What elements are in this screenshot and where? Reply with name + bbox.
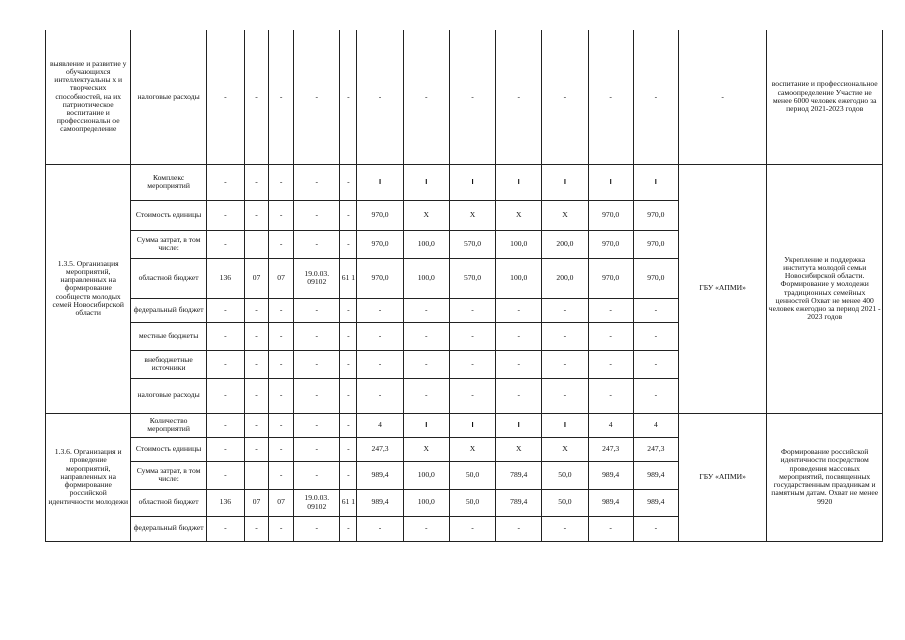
value-cell: 100,0	[403, 230, 449, 258]
value-cell: -	[496, 322, 542, 350]
value-cell: -	[542, 322, 588, 350]
expected-result: воспитание и профессиональное самоопределение Участие не менее 6000 человек ежегодно за период 2021-2023 годов	[767, 30, 883, 164]
value-cell: -	[206, 322, 244, 350]
value-cell: -	[294, 437, 340, 461]
value-cell: 50,0	[542, 489, 588, 516]
value-cell: -	[403, 516, 449, 541]
value-cell: -	[269, 413, 294, 437]
program-table	[45, 30, 883, 542]
value-cell: 247,3	[588, 437, 633, 461]
expense-type: Сумма затрат, в том числе:	[131, 230, 206, 258]
value-cell: 789,4	[496, 461, 542, 489]
value-cell	[244, 230, 268, 258]
value-cell: 989,4	[633, 461, 678, 489]
value-cell: 61 1	[340, 258, 357, 298]
value-cell: -	[496, 30, 542, 164]
value-cell: -	[588, 298, 633, 322]
expense-type: областной бюджет	[131, 489, 206, 516]
expense-type: федеральный бюджет	[131, 516, 206, 541]
value-cell: 989,4	[633, 489, 678, 516]
task-description: 1.3.6. Организация и проведение мероприятий, направленных на формирование российской идентичности молодежи	[46, 413, 131, 541]
value-cell: 07	[269, 258, 294, 298]
value-cell: I	[449, 413, 495, 437]
value-cell: -	[340, 461, 357, 489]
value-cell: -	[269, 30, 294, 164]
value-cell: -	[269, 230, 294, 258]
value-cell: 100,0	[496, 230, 542, 258]
value-cell: I	[633, 164, 678, 200]
table-row	[46, 164, 883, 200]
value-cell: 989,4	[357, 489, 403, 516]
value-cell: -	[206, 230, 244, 258]
value-cell: 19.0.03. 09102	[294, 258, 340, 298]
value-cell: -	[357, 516, 403, 541]
value-cell: -	[633, 378, 678, 413]
value-cell: -	[340, 298, 357, 322]
value-cell: 989,4	[588, 489, 633, 516]
value-cell: I	[588, 164, 633, 200]
value-cell: -	[449, 30, 495, 164]
value-cell: -	[294, 461, 340, 489]
expense-type: Стоимость единицы	[131, 437, 206, 461]
expense-type: Стоимость единицы	[131, 200, 206, 230]
value-cell: -	[269, 516, 294, 541]
value-cell: -	[340, 413, 357, 437]
value-cell: X	[542, 200, 588, 230]
value-cell: X	[449, 200, 495, 230]
value-cell: -	[340, 164, 357, 200]
expense-type: областной бюджет	[131, 258, 206, 298]
value-cell: 4	[588, 413, 633, 437]
value-cell: I	[496, 413, 542, 437]
value-cell: -	[542, 30, 588, 164]
value-cell: 970,0	[357, 258, 403, 298]
value-cell: 970,0	[588, 258, 633, 298]
value-cell: 07	[244, 489, 268, 516]
value-cell: -	[633, 350, 678, 378]
value-cell: -	[269, 298, 294, 322]
value-cell: -	[206, 30, 244, 164]
expected-result: Укрепление и поддержка института молодой семьи Новосибирской области. Формирование у молодежи традиционных семейных ценностей Охват не менее 400 человек ежегодно за период 2021 - 2023 годов	[767, 164, 883, 413]
value-cell: 789,4	[496, 489, 542, 516]
value-cell: 100,0	[403, 461, 449, 489]
value-cell: -	[269, 437, 294, 461]
value-cell: -	[269, 378, 294, 413]
value-cell: 247,3	[633, 437, 678, 461]
value-cell: -	[294, 350, 340, 378]
value-cell: X	[496, 437, 542, 461]
value-cell: -	[340, 516, 357, 541]
value-cell: -	[294, 516, 340, 541]
expense-type: налоговые расходы	[131, 30, 206, 164]
value-cell: -	[244, 322, 268, 350]
value-cell: -	[206, 461, 244, 489]
value-cell: 970,0	[357, 230, 403, 258]
value-cell: -	[294, 164, 340, 200]
value-cell: -	[244, 30, 268, 164]
value-cell: -	[269, 461, 294, 489]
value-cell: 200,0	[542, 258, 588, 298]
value-cell: 19.0.03. 09102	[294, 489, 340, 516]
value-cell: -	[206, 200, 244, 230]
value-cell: -	[542, 516, 588, 541]
value-cell: I	[449, 164, 495, 200]
value-cell: I	[357, 164, 403, 200]
value-cell: -	[206, 350, 244, 378]
value-cell: -	[449, 322, 495, 350]
value-cell	[244, 461, 268, 489]
executor: ГБУ «АПМИ»	[678, 164, 766, 413]
expense-type: местные бюджеты	[131, 322, 206, 350]
value-cell: -	[206, 413, 244, 437]
value-cell: -	[294, 378, 340, 413]
value-cell: -	[357, 298, 403, 322]
value-cell: -	[340, 30, 357, 164]
value-cell: X	[496, 200, 542, 230]
value-cell: 570,0	[449, 230, 495, 258]
value-cell: -	[403, 350, 449, 378]
value-cell: -	[357, 30, 403, 164]
value-cell: -	[542, 298, 588, 322]
value-cell: -	[269, 350, 294, 378]
value-cell: -	[340, 350, 357, 378]
value-cell: -	[340, 322, 357, 350]
value-cell: 970,0	[357, 200, 403, 230]
table-row	[46, 413, 883, 437]
value-cell: 4	[357, 413, 403, 437]
value-cell: -	[340, 437, 357, 461]
value-cell: -	[496, 516, 542, 541]
expense-type: внебюджетные источники	[131, 350, 206, 378]
value-cell: -	[403, 322, 449, 350]
value-cell: I	[542, 413, 588, 437]
value-cell: -	[678, 30, 766, 164]
value-cell: -	[294, 30, 340, 164]
value-cell: -	[269, 164, 294, 200]
executor: ГБУ «АПМИ»	[678, 413, 766, 541]
value-cell: 136	[206, 258, 244, 298]
value-cell: -	[403, 378, 449, 413]
value-cell: -	[244, 378, 268, 413]
value-cell: -	[294, 413, 340, 437]
value-cell: -	[244, 350, 268, 378]
value-cell: -	[244, 437, 268, 461]
value-cell: -	[269, 322, 294, 350]
task-description: выявление и развитие у обучающихся интеллектуальны х и творческих способностей, на их патриотическое воспитание и профессиональн ое самоопределение	[46, 30, 131, 164]
value-cell: -	[340, 230, 357, 258]
expense-type: Количество мероприятий	[131, 413, 206, 437]
expense-type: Сумма затрат, в том числе:	[131, 461, 206, 489]
value-cell: -	[244, 516, 268, 541]
value-cell: I	[403, 413, 449, 437]
value-cell: -	[403, 30, 449, 164]
value-cell: -	[496, 298, 542, 322]
value-cell: I	[403, 164, 449, 200]
value-cell: -	[269, 200, 294, 230]
value-cell: -	[294, 298, 340, 322]
value-cell: -	[206, 516, 244, 541]
value-cell: -	[633, 516, 678, 541]
value-cell: -	[357, 350, 403, 378]
value-cell: 970,0	[588, 200, 633, 230]
value-cell: 970,0	[588, 230, 633, 258]
expense-type: федеральный бюджет	[131, 298, 206, 322]
value-cell: X	[542, 437, 588, 461]
value-cell: 247,3	[357, 437, 403, 461]
value-cell: -	[633, 322, 678, 350]
value-cell: 100,0	[403, 489, 449, 516]
value-cell: -	[294, 322, 340, 350]
value-cell: -	[588, 30, 633, 164]
value-cell: -	[588, 516, 633, 541]
value-cell: 100,0	[496, 258, 542, 298]
value-cell: -	[633, 30, 678, 164]
value-cell: 970,0	[633, 230, 678, 258]
value-cell: -	[357, 378, 403, 413]
value-cell: 07	[244, 258, 268, 298]
value-cell: -	[206, 378, 244, 413]
value-cell: I	[542, 164, 588, 200]
value-cell: -	[449, 516, 495, 541]
expected-result: Формирование российской идентичности посредством проведения массовых мероприятий, посвященных государственным праздникам и памятным датам. Охват не менее 9920	[767, 413, 883, 541]
value-cell: -	[244, 298, 268, 322]
expense-type: налоговые расходы	[131, 378, 206, 413]
value-cell: X	[449, 437, 495, 461]
value-cell: -	[496, 350, 542, 378]
value-cell: 200,0	[542, 230, 588, 258]
value-cell: 970,0	[633, 200, 678, 230]
value-cell: -	[206, 298, 244, 322]
value-cell: -	[588, 378, 633, 413]
value-cell: X	[403, 437, 449, 461]
value-cell: 07	[269, 489, 294, 516]
value-cell: I	[496, 164, 542, 200]
value-cell: 50,0	[449, 461, 495, 489]
value-cell: 989,4	[588, 461, 633, 489]
value-cell: -	[206, 437, 244, 461]
value-cell: -	[633, 298, 678, 322]
value-cell: -	[206, 164, 244, 200]
value-cell: -	[542, 378, 588, 413]
value-cell: 570,0	[449, 258, 495, 298]
value-cell: X	[403, 200, 449, 230]
expense-type: Комплекс мероприятий	[131, 164, 206, 200]
value-cell: -	[449, 378, 495, 413]
value-cell: -	[294, 200, 340, 230]
value-cell: -	[340, 378, 357, 413]
value-cell: 61 1	[340, 489, 357, 516]
value-cell: -	[294, 230, 340, 258]
value-cell: -	[449, 350, 495, 378]
value-cell: 50,0	[449, 489, 495, 516]
value-cell: -	[357, 322, 403, 350]
value-cell: 100,0	[403, 258, 449, 298]
table-row	[46, 30, 883, 164]
value-cell: 989,4	[357, 461, 403, 489]
value-cell: 4	[633, 413, 678, 437]
value-cell: -	[244, 413, 268, 437]
value-cell: 136	[206, 489, 244, 516]
value-cell: -	[403, 298, 449, 322]
value-cell: -	[449, 298, 495, 322]
value-cell: 970,0	[633, 258, 678, 298]
value-cell: -	[588, 322, 633, 350]
value-cell: -	[244, 164, 268, 200]
value-cell: -	[244, 200, 268, 230]
value-cell: -	[542, 350, 588, 378]
value-cell: 50,0	[542, 461, 588, 489]
task-description: 1.3.5. Организация мероприятий, направленных на формирование сообществ молодых семей Новосибирской области	[46, 164, 131, 413]
value-cell: -	[496, 378, 542, 413]
value-cell: -	[340, 200, 357, 230]
value-cell: -	[588, 350, 633, 378]
